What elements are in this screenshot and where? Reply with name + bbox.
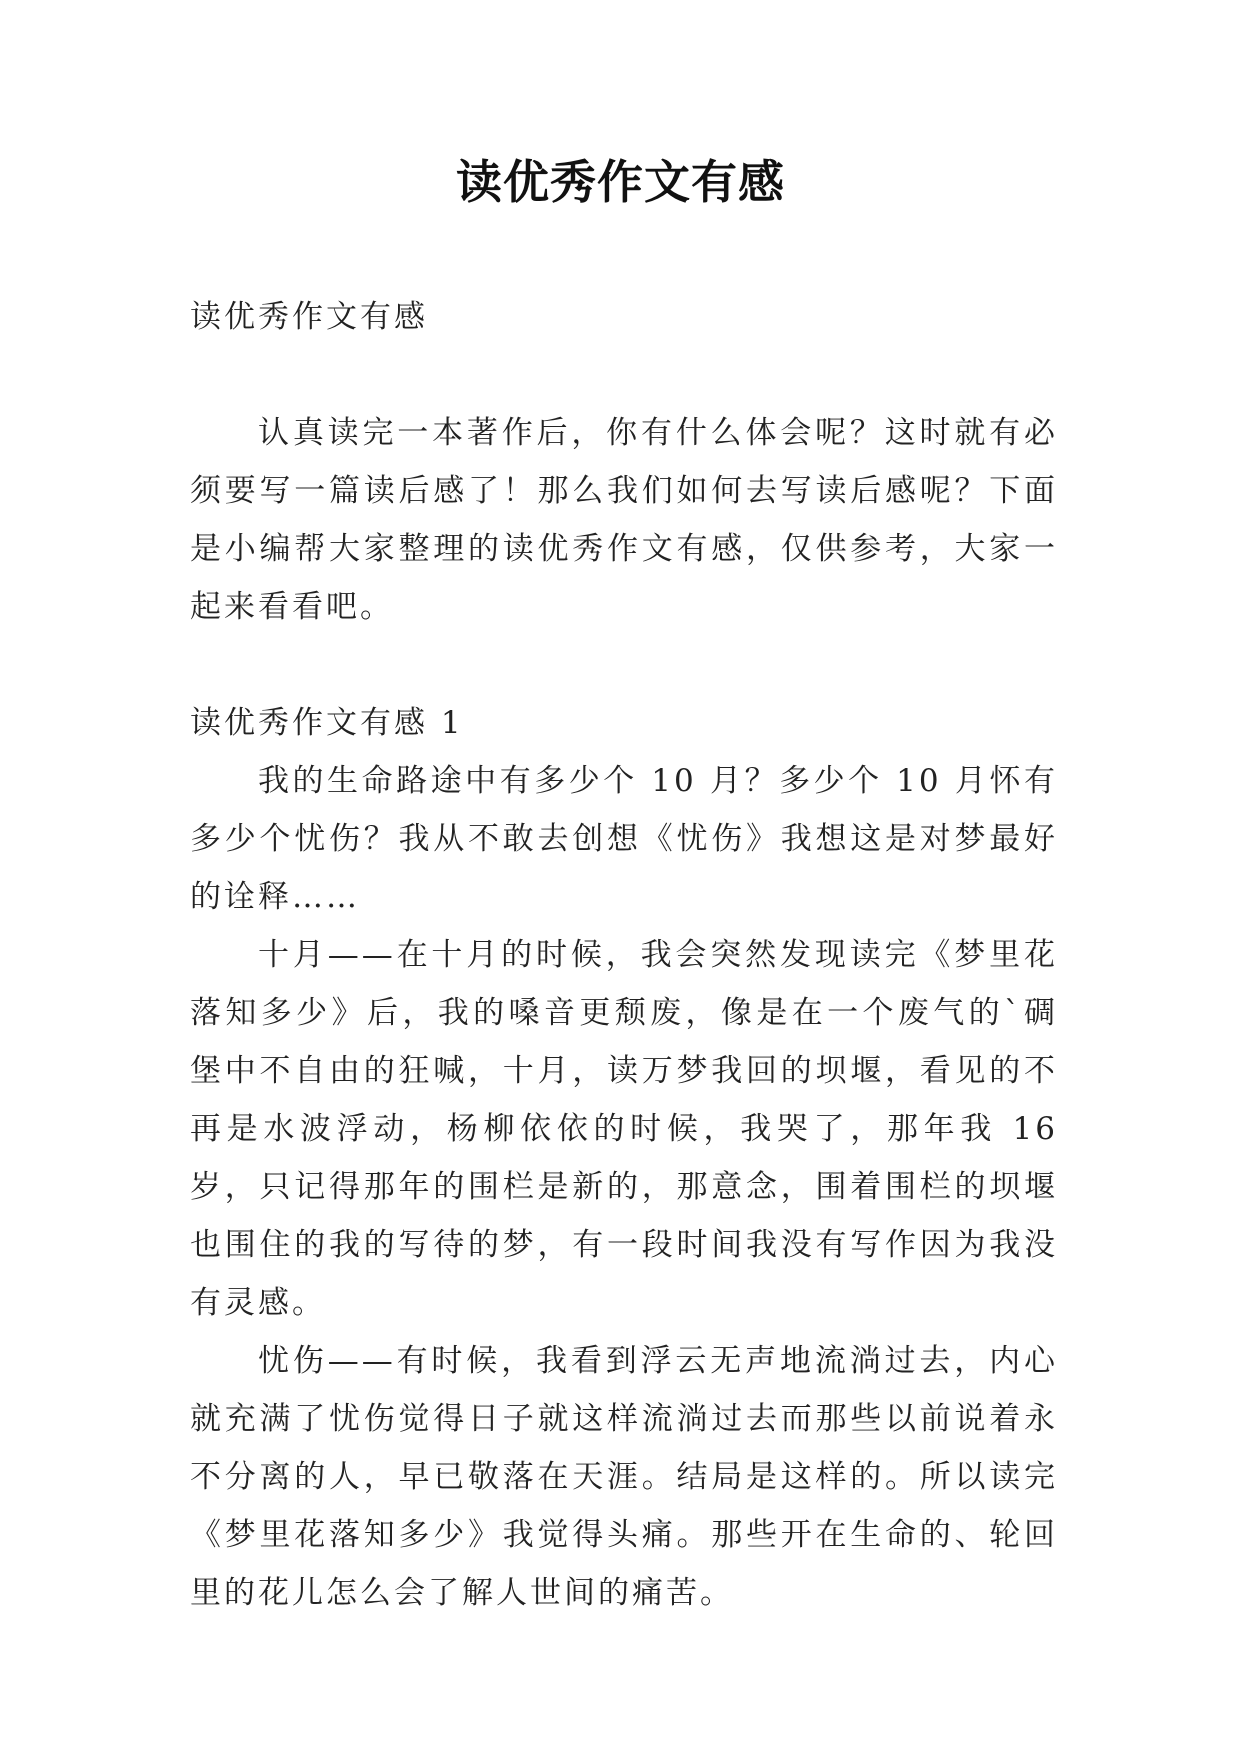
- body-paragraph-1: 我的生命路途中有多少个 10 月？多少个 10 月怀有多少个忧伤？我从不敢去创想《忧伤》我想这是对梦最好的诠释……: [190, 763, 1058, 915]
- intro-paragraph: 认真读完一本著作后，你有什么体会呢？这时就有必须要写一篇读后感了！那么我们如何去写读后感呢？下面是小编帮大家整理的读优秀作文有感，仅供参考，大家一起来看看吧。: [190, 415, 1058, 625]
- document-title: 读优秀作文有感: [456, 155, 785, 209]
- document-body: [190, 288, 1058, 1622]
- body-paragraph-3: 忧伤——有时候，我看到浮云无声地流淌过去，内心就充满了忧伤觉得日子就这样流淌过去而那些以前说着永不分离的人，早已敬落在天涯。结局是这样的。所以读完《梦里花落知多少》我觉得头痛。那些开在生命的、轮回里的花儿怎么会了解人世间的痛苦。: [190, 1343, 1058, 1611]
- document-subtitle: 读优秀作文有感: [190, 299, 428, 335]
- body-paragraph-2: 十月——在十月的时候，我会突然发现读完《梦里花落知多少》后，我的嗓音更颓废，像是在一个废气的`碉堡中不自由的狂喊，十月，读万梦我回的坝堰，看见的不再是水波浮动，杨柳依依的时候，我哭了，那年我 16 岁，只记得那年的围栏是新的，那意念，围着围栏的坝堰也围住的我的写待的梦，有一段时间我没有写作因为我没有灵感。: [190, 937, 1058, 1321]
- section-heading: 读优秀作文有感 1: [190, 705, 464, 741]
